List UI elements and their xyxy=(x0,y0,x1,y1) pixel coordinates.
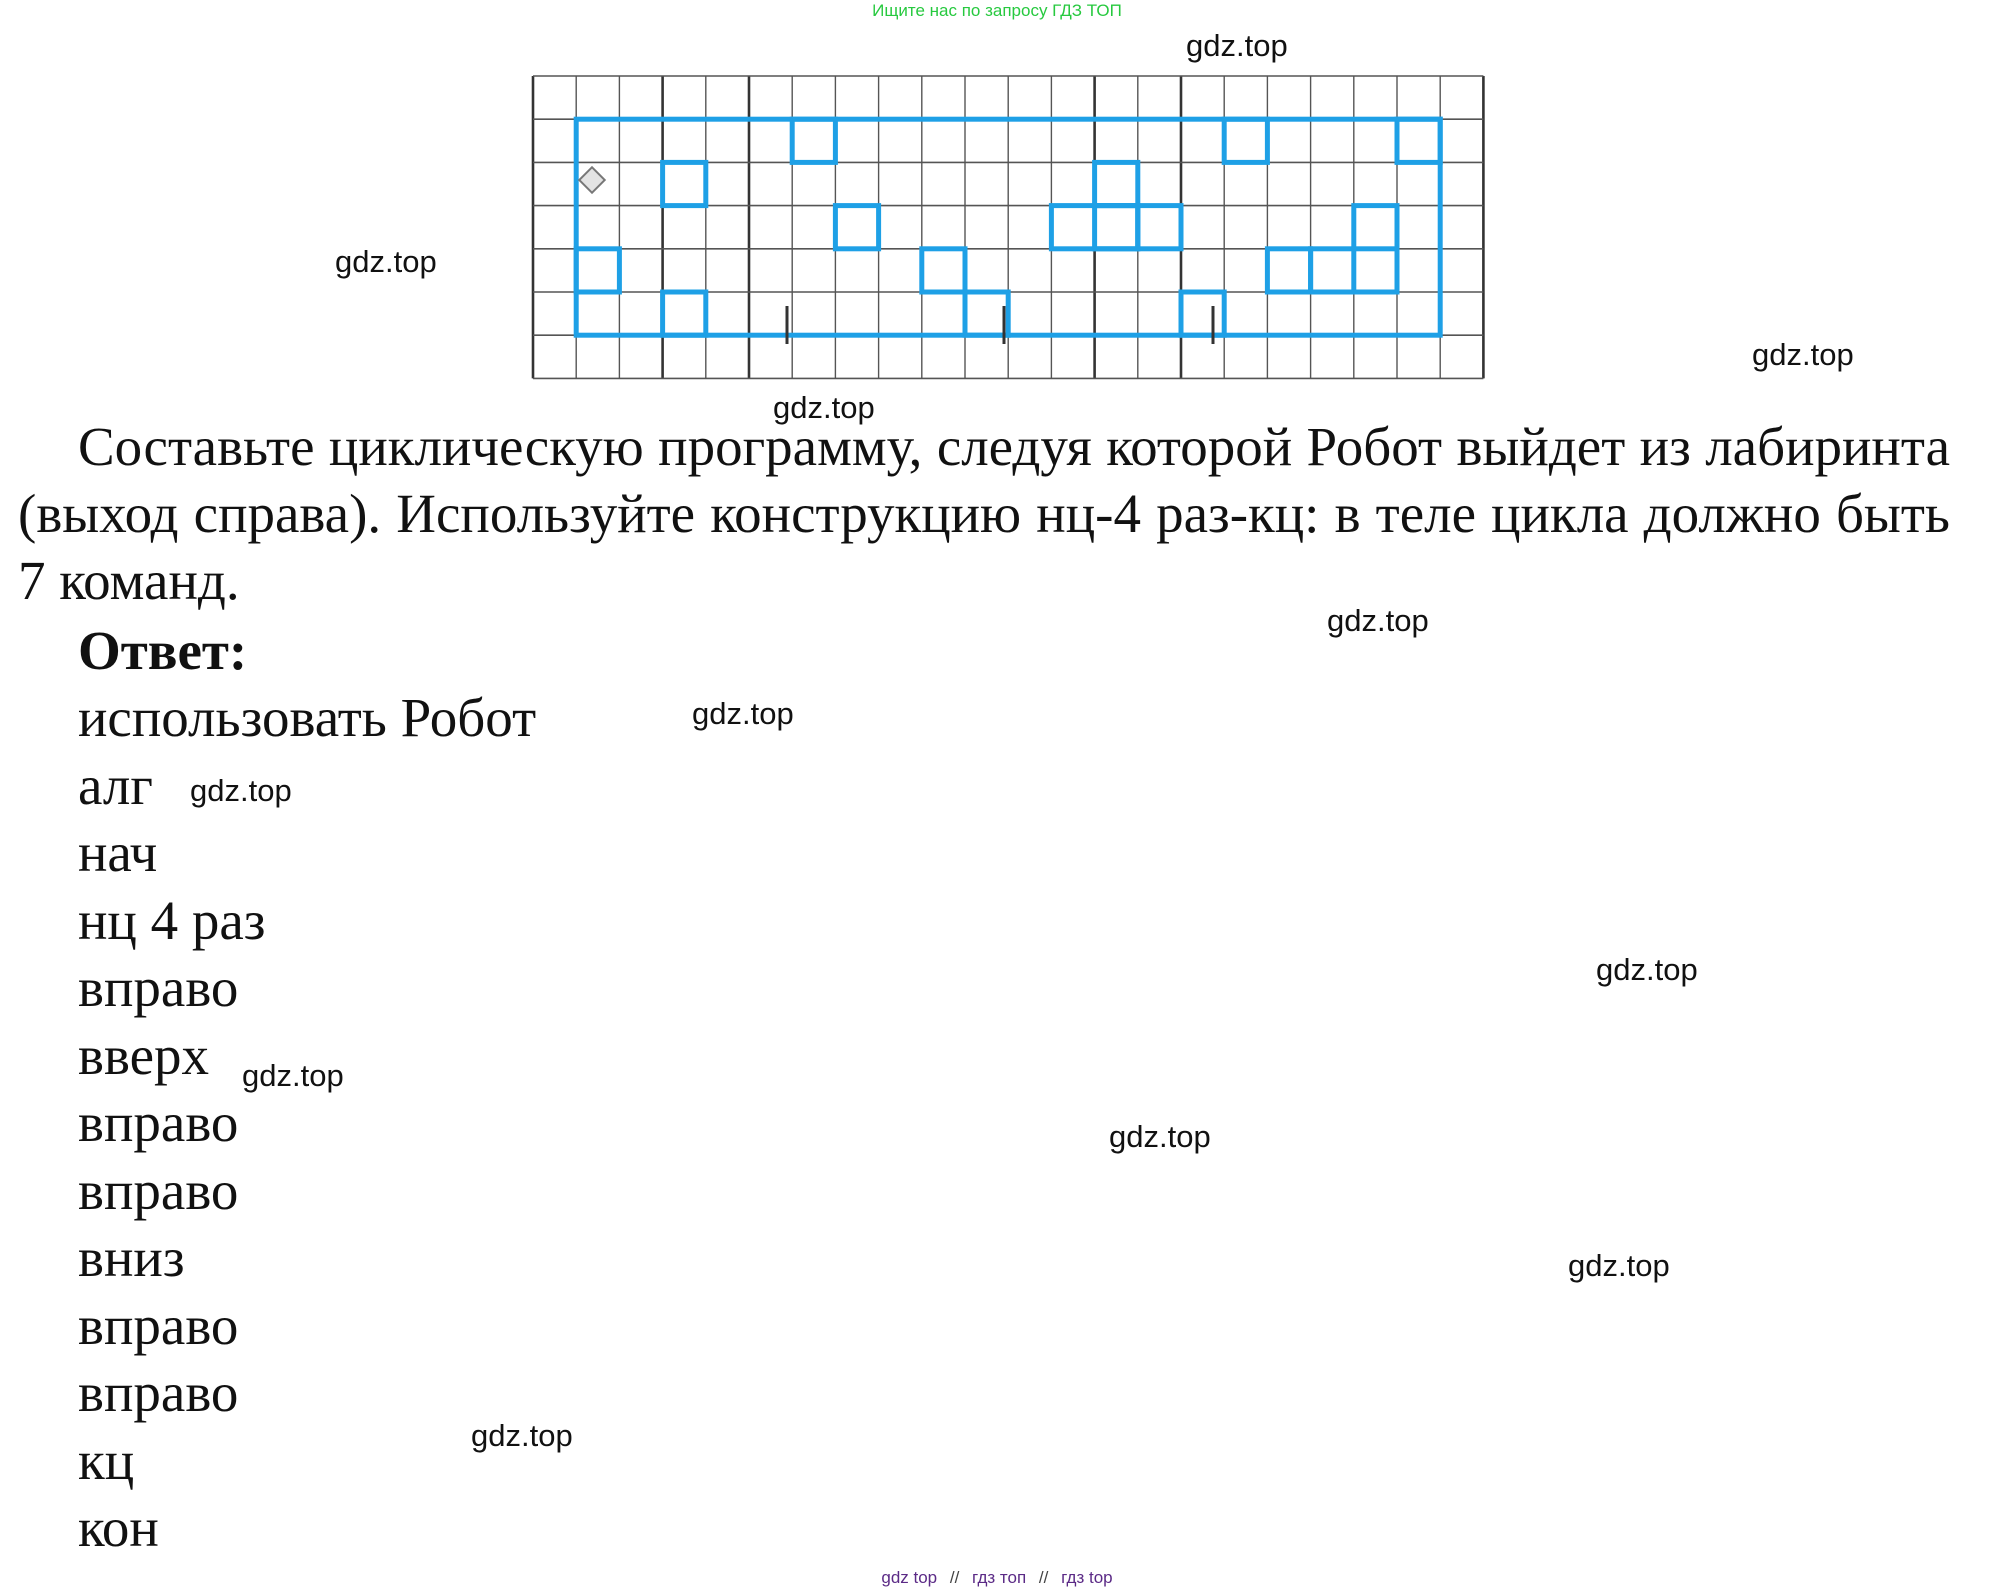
maze-wall xyxy=(1267,249,1310,292)
program-line: вправо xyxy=(78,1092,239,1153)
program-line: вправо xyxy=(78,1159,239,1221)
program-line: использовать Робот xyxy=(78,687,537,748)
maze-wall xyxy=(1181,292,1224,335)
maze-wall xyxy=(1138,206,1181,249)
task-statement: Составьте циклическую программу, следуя которой Робот выйдет из лабиринта (выход справа). Используйте конструкцию нц-4 раз-кц: в теле цикла должно быть 7 команд. xyxy=(18,416,1950,611)
search-banner: Ищите нас по запросу ГДЗ ТОП xyxy=(872,1,1122,20)
program-line: кц xyxy=(78,1429,135,1491)
maze-wall xyxy=(922,249,965,292)
answer-title: Ответ: xyxy=(78,620,248,681)
footer-link[interactable]: гдз топ xyxy=(972,1568,1027,1587)
maze-wall xyxy=(663,162,706,205)
program-line: кон xyxy=(78,1497,159,1558)
footer-separator: // xyxy=(1038,1568,1049,1587)
maze-figure xyxy=(525,64,1485,384)
watermark: gdz.top xyxy=(773,390,875,425)
footer-link[interactable]: gdz top xyxy=(881,1568,938,1587)
footer-separator: // xyxy=(949,1568,960,1587)
watermark: gdz.top xyxy=(335,244,437,279)
maze-wall xyxy=(1397,119,1440,162)
maze-wall xyxy=(576,249,619,292)
program-line: алг xyxy=(78,754,153,816)
maze-wall xyxy=(1095,162,1138,205)
diamond-icon xyxy=(579,167,604,192)
watermark: gdz.top xyxy=(190,773,292,808)
answer-program xyxy=(78,684,536,1562)
watermark: gdz.top xyxy=(1327,603,1429,638)
task-text xyxy=(18,413,1950,614)
program-line: вправо xyxy=(78,1362,239,1423)
maze-wall xyxy=(1095,206,1138,249)
maze-wall xyxy=(663,292,706,335)
watermark: gdz.top xyxy=(1596,952,1698,987)
footer-links xyxy=(0,1568,1994,1588)
maze-wall xyxy=(835,206,878,249)
maze-wall xyxy=(792,119,835,162)
watermark: gdz.top xyxy=(1186,28,1288,63)
program-line: нач xyxy=(78,822,158,883)
maze-wall xyxy=(965,292,1008,335)
watermark: gdz.top xyxy=(692,696,794,731)
watermark: gdz.top xyxy=(1109,1119,1211,1154)
watermark: gdz.top xyxy=(1568,1248,1670,1283)
watermark: gdz.top xyxy=(242,1058,344,1093)
extra-tick-marks xyxy=(787,306,1213,344)
program-line: вверх xyxy=(78,1024,210,1086)
program-line: нц 4 раз xyxy=(78,889,266,951)
program-line: вниз xyxy=(78,1227,185,1288)
program-line: вправо xyxy=(78,1294,239,1356)
footer-link[interactable]: гдз top xyxy=(1061,1568,1113,1587)
program-line: вправо xyxy=(78,957,239,1018)
robot-marker xyxy=(579,167,604,192)
watermark: gdz.top xyxy=(1752,337,1854,372)
watermark: gdz.top xyxy=(471,1418,573,1453)
maze-wall xyxy=(1224,119,1267,162)
